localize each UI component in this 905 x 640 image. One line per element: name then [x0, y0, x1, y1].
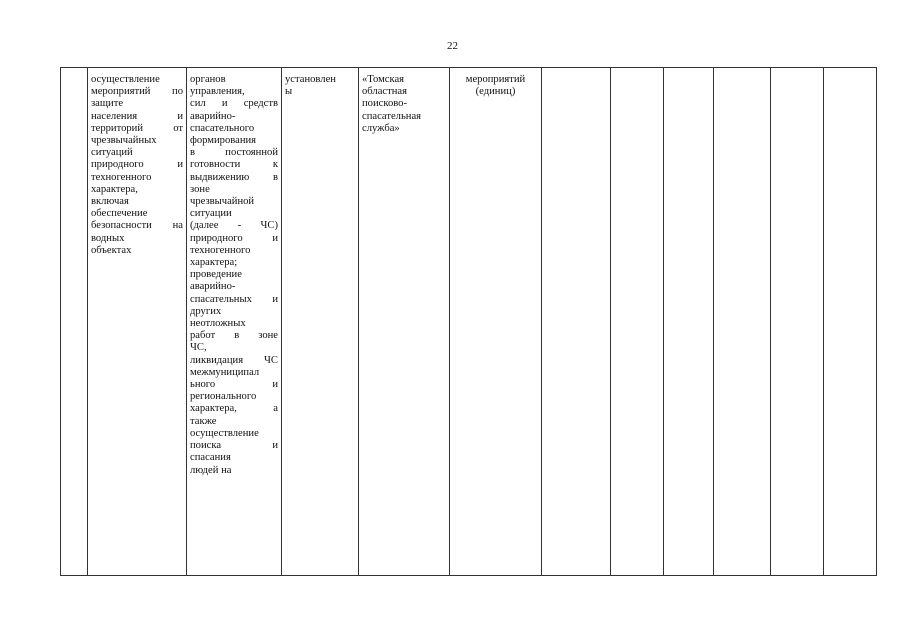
text-line: природного и [190, 232, 278, 244]
text-line: (единиц) [475, 86, 516, 98]
page-number: 22 [447, 40, 458, 52]
text-line: безопасности на [91, 220, 183, 232]
text-line: «Томская [362, 74, 405, 85]
text-line: аварийно- [190, 110, 236, 122]
text-line: осуществление [91, 74, 160, 85]
cell-measure [88, 68, 187, 576]
text-line: поисково- [362, 98, 407, 110]
text-line: также [190, 415, 217, 427]
text-line: защите [91, 98, 124, 110]
cell-empty [664, 68, 714, 576]
cell-description [187, 68, 282, 576]
text-line: чрезвычайной [190, 196, 255, 208]
text-line: территорий от [91, 122, 183, 134]
text-line: ы [285, 86, 293, 98]
text-line: зоне [190, 183, 210, 195]
data-table [60, 67, 877, 576]
text-line: объектах [91, 244, 132, 256]
cell-empty [824, 68, 877, 576]
text-line: характера, а [190, 403, 278, 415]
text-line: регионального [190, 391, 257, 403]
text-line: людей на [190, 464, 232, 476]
text-line: техногенного [91, 171, 152, 183]
cell-executor [359, 68, 450, 576]
text-line: установлен [285, 74, 336, 85]
text-line: (далее - ЧС) [190, 220, 278, 232]
text-line: работ в зоне [190, 330, 278, 342]
text-line: природного и [91, 159, 183, 171]
text-line: ьного и [190, 379, 278, 391]
cell-number [61, 68, 88, 576]
text-line: чрезвычайных [91, 135, 157, 147]
text-line: спасания [190, 452, 231, 464]
text-line: проведение [190, 269, 242, 281]
text-line: органов [190, 74, 226, 85]
text-line: ликвидация ЧС [190, 354, 278, 366]
text-line: выдвижению в [190, 171, 278, 183]
text-line: мероприятий по [91, 86, 183, 98]
text-line: сил и средств [190, 98, 278, 110]
text-line: других [190, 305, 222, 317]
text-line: межмуниципал [190, 366, 260, 378]
cell-empty [611, 68, 664, 576]
cell-empty [771, 68, 824, 576]
text-line: служба» [362, 122, 400, 134]
text-line: формирования [190, 135, 257, 147]
text-line: спасательного [190, 122, 255, 134]
text-line: областная [362, 86, 407, 98]
text-line: ситуаций [91, 147, 133, 159]
text-line: управления, [190, 86, 245, 98]
text-line: включая [91, 196, 129, 208]
text-line: характера; [190, 257, 238, 269]
text-line: мероприятий [465, 74, 526, 85]
text-line: техногенного [190, 244, 251, 256]
text-line: спасательная [362, 110, 422, 122]
text-line: неотложных [190, 318, 246, 330]
text-line: поиска и [190, 440, 278, 452]
cell-empty [542, 68, 611, 576]
text-line: ситуации [190, 208, 232, 220]
text-line: аварийно- [190, 281, 236, 293]
table-row [61, 68, 877, 576]
text-line: населения и [91, 110, 183, 122]
text-line: обеспечение [91, 208, 148, 220]
cell-status [282, 68, 359, 576]
text-line: спасательных и [190, 293, 278, 305]
text-line: характера, [91, 183, 138, 195]
cell-empty [714, 68, 771, 576]
text-line: осуществление [190, 427, 259, 439]
text-line: готовности к [190, 159, 278, 171]
text-line: водных [91, 232, 125, 244]
text-line: ЧС, [190, 342, 207, 354]
cell-unit [450, 68, 542, 576]
text-line: в постоянной [190, 147, 278, 159]
